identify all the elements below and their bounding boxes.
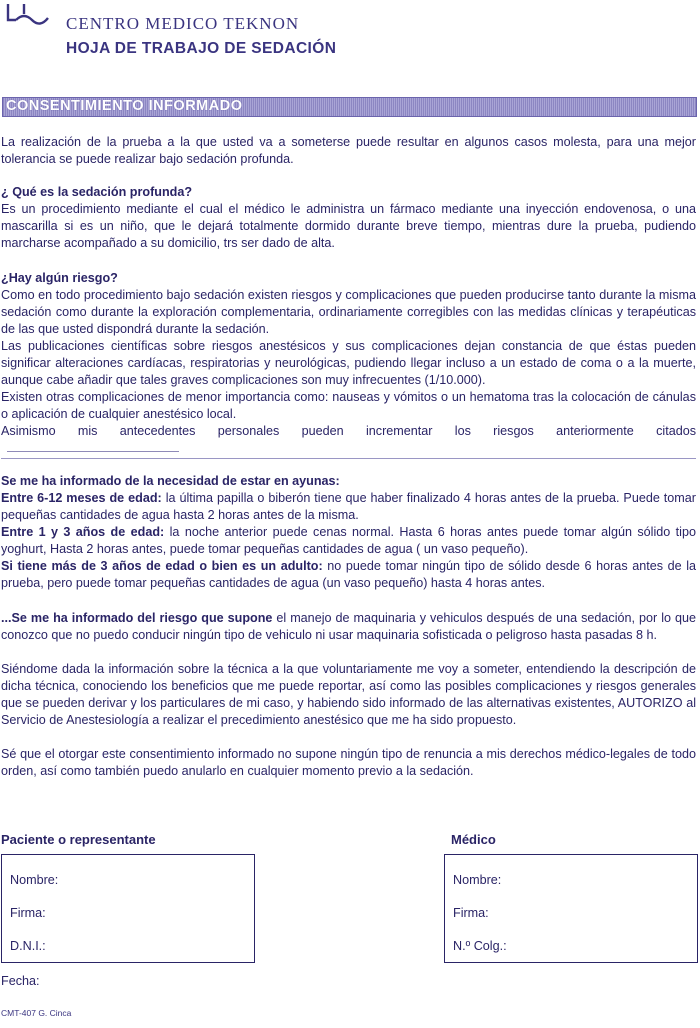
fasting-text: la última papilla o biberón tiene que haber finalizado 4 horas antes de la prueba. Puede tomar pequeñas cantidades de agua hasta 2 horas antes de la misma. xyxy=(1,491,696,522)
fasting-label: Si tiene más de 3 años de edad o bien es un adulto: xyxy=(1,559,323,573)
teknon-logo-icon xyxy=(2,2,58,32)
section-header-bar xyxy=(2,97,697,117)
fasting-label: Entre 1 y 3 años de edad: xyxy=(1,525,165,539)
consent-paragraph: Siéndome dada la información sobre la técnica a la que voluntariamente me voy a someter, entendiendo la descripción de dicha técnica, conociendo los beneficios que me puede reportar, así como las posibles complicaciones y riesgos generales que se pueden derivar y los particulares de mi caso, y habiendo sido informado de las alternativas existentes, AUTORIZO al Servicio de Anestesiología a realizar el precedimiento anestésico que me ha sido propuesto. xyxy=(1,662,696,727)
risks-paragraph: Las publicaciones científicas sobre riesgos anestésicos y sus complicaciones dejan constancia de que éstas pueden significar alteraciones cardíacas, respiratorias y neurológicas, pudiendo llegar incluso a un estado de coma o a la muerte, aunque cabe añadir que tales graves complicaciones son muy infrecuentes (1/10.000). xyxy=(1,339,696,387)
form-code: CMT-407 G. Cinca xyxy=(1,1008,72,1018)
risk-label: ...Se me ha informado del riesgo que supone xyxy=(1,611,273,625)
doctor-signature-field[interactable]: Firma: xyxy=(453,906,489,920)
risk-paragraph xyxy=(1,610,696,644)
question-heading: ¿ Qué es la sedación profunda? xyxy=(1,185,193,199)
doctor-colegiado-field[interactable]: N.º Colg.: xyxy=(453,939,507,953)
page-header xyxy=(0,0,700,70)
fasting-heading: Se me ha informado de la necesidad de estar en ayunas: xyxy=(1,474,340,488)
fasting-label: Entre 6-12 meses de edad: xyxy=(1,491,162,505)
patient-signature-box[interactable] xyxy=(1,854,255,963)
risk-text: el manejo de maquinaria y vehiculos después de una sedación, por lo que conozco que no puedo conducir ningún tipo de vehiculo ni usar maquinaria sofisticada o peligroso hasta pasadas 8 h. xyxy=(1,611,696,642)
risks-paragraph: Asimismo mis antecedentes personales pueden incrementar los riesgos anteriormente citados xyxy=(1,424,696,438)
patient-name-field[interactable]: Nombre: xyxy=(10,873,59,887)
question-sedation xyxy=(1,184,696,252)
fill-in-line[interactable] xyxy=(7,450,179,452)
divider-line xyxy=(1,458,696,459)
document-title: HOJA DE TRABAJO DE SEDACIÓN xyxy=(66,40,337,57)
doctor-signature-box[interactable] xyxy=(444,854,698,963)
intro-paragraph: La realización de la prueba a la que usted va a someterse puede resultar en algunos casos molesta, para una mejor tolerancia se puede realizar bajo sedación profunda. xyxy=(1,135,696,166)
question-risks xyxy=(1,270,696,457)
risks-paragraph: Como en todo procedimiento bajo sedación existen riesgos y complicaciones que pueden producirse tanto durante la misma sedación como durante la exploración complementaria, ordinariamente corregibles con las medidas clínicas y terapéuticas de las que usted dispondrá durante la sedación. xyxy=(1,288,696,336)
doctor-name-field[interactable]: Nombre: xyxy=(453,873,502,887)
patient-label: Paciente o representante xyxy=(1,832,156,847)
fasting-text: no puede tomar ningún tipo de sólido desde 6 horas antes de la prueba, pero puede tomar pequeñas cantidades de agua (un vaso pequeño) hasta 4 horas antes. xyxy=(1,559,696,590)
doctor-label: Médico xyxy=(451,832,496,847)
patient-signature-field[interactable]: Firma: xyxy=(10,906,46,920)
question-answer: Es un procedimiento mediante el cual el médico le administra un fármaco mediante una inyección endovenosa, o una mascarilla si es un niño, que le dejará totalmente dormido durante breve tiempo, mientras dure la prueba, pudiendo marcharse acompañado a su domicilio, trs ser dado de alta. xyxy=(1,202,696,250)
fasting-section xyxy=(1,473,696,592)
organization-name: CENTRO MEDICO TEKNON xyxy=(66,14,300,33)
date-field[interactable]: Fecha: xyxy=(1,974,40,988)
question-heading: ¿Hay algún riesgo? xyxy=(1,271,118,285)
patient-dni-field[interactable]: D.N.I.: xyxy=(10,939,46,953)
risks-paragraph: Existen otras complicaciones de menor importancia como: nauseas y vómitos o un hematoma tras la colocación de cánulas o aplicación de cualquier anestésico local. xyxy=(1,390,696,421)
fasting-text: la noche anterior puede cenas normal. Hasta 6 horas antes puede tomar algún sólido tipo yoghurt, Hasta 2 horas antes, puede tomar pequeñas cantidades de agua ( un vaso pequeño). xyxy=(1,525,696,556)
section-title: CONSENTIMIENTO INFORMADO xyxy=(6,98,243,114)
consent-paragraph: Sé que el otorgar este consentimiento informado no supone ningún tipo de renuncia a mis derechos médico-legales de todo orden, así como también puedo anularlo en cualquier momento previo a la sedación. xyxy=(1,747,696,778)
